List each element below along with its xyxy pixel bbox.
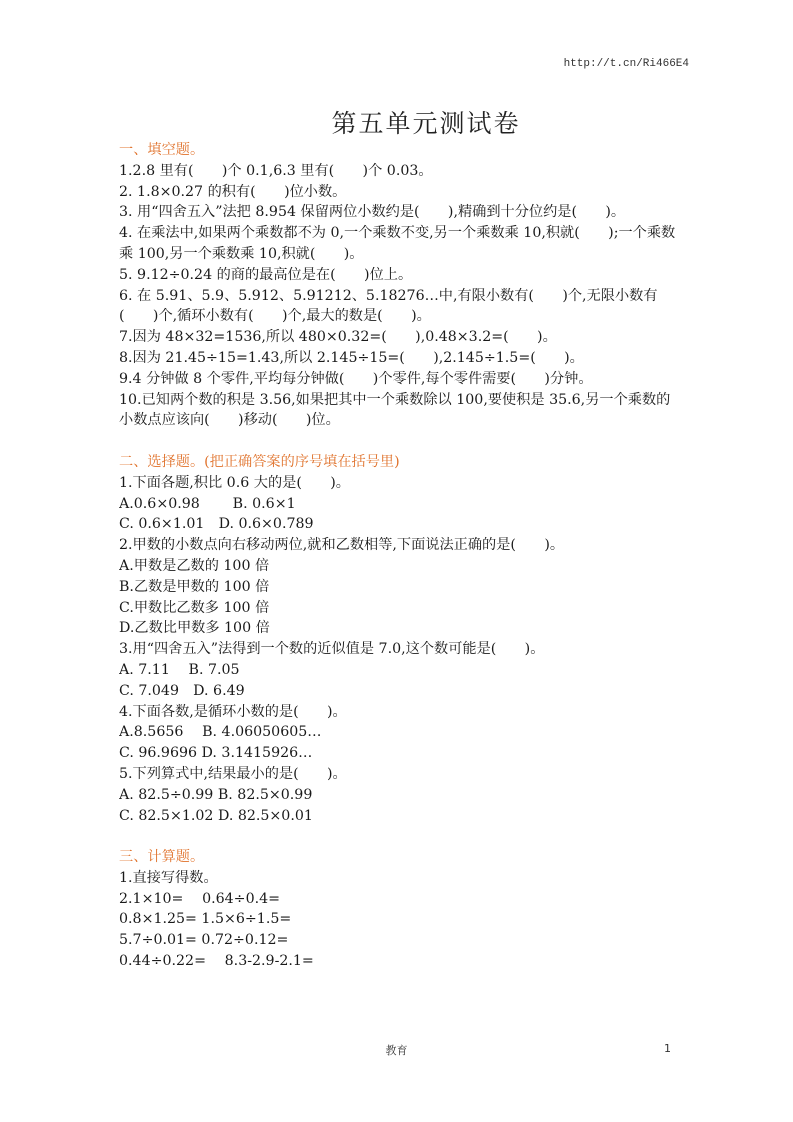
section-gap [119, 826, 679, 847]
answer-option: A. 82.5÷0.99 B. 82.5×0.99 [119, 786, 313, 803]
answer-option: C.甲数比乙数多 100 倍 [119, 599, 270, 616]
source-url: http://t.cn/Ri466E4 [563, 58, 689, 70]
question-text: 9.4 分钟做 8 个零件,平均每分钟做( )个零件,每个零件需要( )分钟。 [119, 370, 593, 387]
answer-option: D.乙数比甲数多 100 倍 [119, 620, 270, 637]
calc-row: 2.1×10= 0.64÷0.4= [119, 890, 281, 907]
worksheet-body [119, 140, 679, 972]
answer-option: C. 7.049 D. 6.49 [119, 682, 245, 699]
answer-option: C. 0.6×1.01 D. 0.6×0.789 [119, 516, 314, 533]
question-text: 5. 9.12÷0.24 的商的最高位是在( )位上。 [119, 266, 413, 283]
question-text: 2.甲数的小数点向右移动两位,就和乙数相等,下面说法正确的是( )。 [119, 537, 565, 554]
answer-option: A. 7.11 B. 7.05 [119, 661, 240, 678]
question-text: 4.下面各数,是循环小数的是( )。 [119, 703, 347, 720]
section-heading-fill: 一、填空题。 [119, 142, 205, 158]
section-heading-choice: 二、选择题。(把正确答案的序号填在括号里) [119, 453, 400, 470]
answer-option: A.甲数是乙数的 100 倍 [119, 557, 270, 574]
calc-row: 0.44÷0.22= 8.3-2.9-2.1= [119, 953, 314, 970]
question-text: 4. 在乘法中,如果两个乘数都不为 0,一个乘数不变,另一个乘数乘 10,积就( );一个乘数乘 100,另一个乘数乘 10,积就( )。 [119, 225, 676, 262]
page-number: 1 [664, 1042, 671, 1055]
question-text: 3.用“四舍五入”法得到一个数的近似值是 7.0,这个数可能是( )。 [119, 641, 545, 658]
page-title: 第五单元测试卷 [331, 109, 521, 138]
answer-option: A.8.5656 B. 4.06050605… [119, 724, 322, 741]
question-text: 1.下面各题,积比 0.6 大的是( )。 [119, 474, 350, 491]
answer-option: A.0.6×0.98 B. 0.6×1 [119, 495, 296, 512]
calc-row: 5.7÷0.01= 0.72÷0.12= [119, 932, 289, 949]
question-text: 6. 在 5.91、5.9、5.912、5.91212、5.18276…中,有限小数有( )个,无限小数有( )个,循环小数有( )个,最大的数是( )。 [119, 287, 658, 325]
question-text: 5.下列算式中,结果最小的是( )。 [119, 765, 347, 782]
question-text: 2. 1.8×0.27 的积有( )位小数。 [119, 183, 347, 200]
question-text: 3. 用“四舍五入”法把 8.954 保留两位小数约是( ),精确到十分位约是( )。 [119, 204, 626, 221]
question-text: 7.因为 48×32=1536,所以 480×0.32=( ),0.48×3.2=( )。 [119, 329, 557, 346]
answer-option: C. 82.5×1.02 D. 82.5×0.01 [119, 807, 313, 824]
calc-row: 0.8×1.25= 1.5×6÷1.5= [119, 911, 292, 928]
question-text: 1.直接写得数。 [119, 869, 218, 886]
question-text: 1.2.8 里有( )个 0.1,6.3 里有( )个 0.03。 [119, 162, 433, 179]
section-gap [119, 431, 679, 452]
question-text: 8.因为 21.45÷15=1.43,所以 2.145÷15=( ),2.145÷1.5=( )。 [119, 349, 584, 366]
footer-label: 教育 [385, 1044, 408, 1057]
question-text: 10.已知两个数的积是 3.56,如果把其中一个乘数除以 100,要使积是 35.6,另一个乘数的小数点应该向( )移动( )位。 [119, 391, 671, 429]
answer-option: C. 96.9696 D. 3.1415926… [119, 745, 313, 762]
section-heading-calc: 三、计算题。 [119, 849, 205, 866]
answer-option: B.乙数是甲数的 100 倍 [119, 578, 270, 595]
